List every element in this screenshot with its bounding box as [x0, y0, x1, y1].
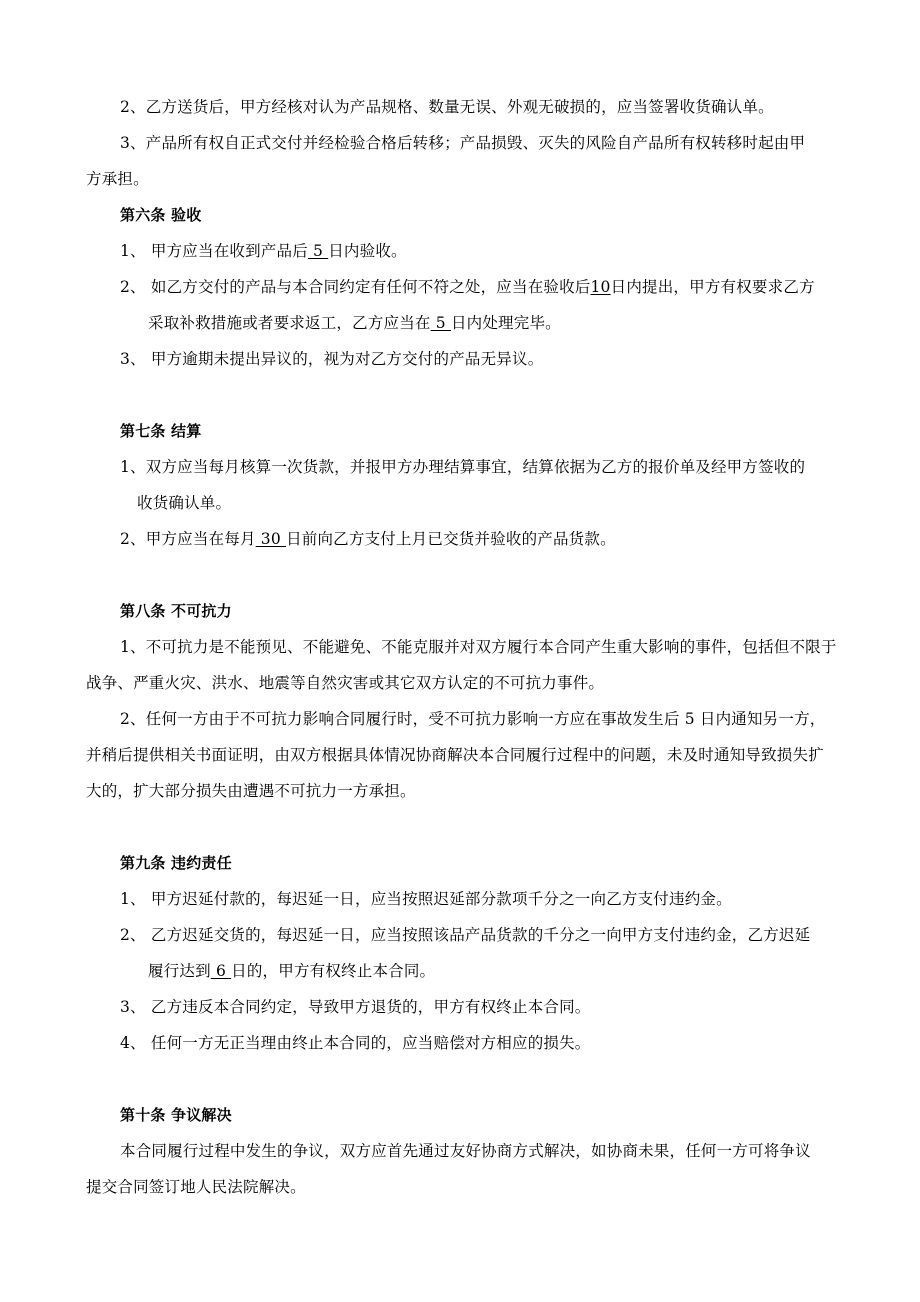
- art9-clause-1: 1、 甲方迟延付款的，每迟延一日，应当按照迟延部分款项千分之一向乙方支付违约金。: [120, 890, 732, 908]
- art6-clause-1-text: 1、 甲方应当在收到产品后: [120, 242, 308, 260]
- art6-clause-2-line-1: [120, 277, 815, 297]
- art6-clause-1-text-end: 日内验收。: [328, 242, 407, 260]
- art5-clause-3-line-2: 方承担。: [86, 170, 149, 188]
- art9-clause-2-line-2-text: 履行达到: [148, 962, 211, 980]
- art10-clause-line-2: 提交合同签订地人民法院解决。: [86, 1178, 306, 1196]
- art6-clause-2-line-2-end: 日内处理完毕。: [450, 314, 561, 332]
- art8-clause-1-line-1: 1、不可抗力是不能预见、不能避免、不能克服并对双方履行本合同产生重大影响的事件，包括但不限于: [120, 638, 837, 656]
- art9-days-delay: 6: [210, 962, 232, 980]
- art7-payment-day: 30: [255, 530, 287, 548]
- art6-clause-2-line-2-text: 采取补救措施或者要求返工，乙方应当在: [148, 314, 431, 332]
- art7-heading: 第七条 结算: [120, 422, 202, 440]
- art9-clause-3: 3、 乙方违反本合同约定，导致甲方退货的，甲方有权终止本合同。: [120, 998, 591, 1016]
- art6-heading: 第六条 验收: [120, 206, 202, 224]
- art6-clause-2-text-end: 日内提出，甲方有权要求乙方: [610, 278, 815, 296]
- art6-clause-2-line-2: [148, 313, 561, 333]
- art7-clause-2-text-end: 日前向乙方支付上月已交货并验收的产品货款。: [286, 530, 616, 548]
- art6-days-inspect: 5: [307, 242, 329, 260]
- art9-clause-2-line-1: 2、 乙方迟延交货的，每迟延一日，应当按照该品产品货款的千分之一向甲方支付违约金，乙方迟延: [120, 926, 811, 944]
- art10-heading: 第十条 争议解决: [120, 1106, 232, 1124]
- art6-clause-3: 3、 甲方逾期未提出异议的，视为对乙方交付的产品无异议。: [120, 350, 544, 368]
- art9-clause-2-line-2: [148, 961, 435, 981]
- art6-days-remedy: 5: [430, 314, 451, 332]
- art6-clause-2-text: 2、 如乙方交付的产品与本合同约定有任何不符之处，应当在验收后: [120, 278, 591, 296]
- art7-clause-1-line-2: 收货确认单。: [137, 494, 232, 512]
- art10-clause-line-1: 本合同履行过程中发生的争议，双方应首先通过友好协商方式解决，如协商未果，任何一方可将争议: [120, 1142, 811, 1160]
- art6-days-object: 10: [590, 278, 611, 296]
- art8-clause-2-line-3: 大的，扩大部分损失由遭遇不可抗力一方承担。: [86, 782, 416, 800]
- art7-clause-2-text: 2、甲方应当在每月: [120, 530, 256, 548]
- art8-clause-2-line-2: 并稍后提供相关书面证明，由双方根据具体情况协商解决本合同履行过程中的问题，未及时通知导致损失扩: [86, 746, 824, 764]
- art8-clause-2-line-1: 2、任何一方由于不可抗力影响合同履行时，受不可抗力影响一方应在事故发生后 5 日内通知另一方，: [120, 710, 826, 728]
- art8-clause-1-line-2: 战争、严重火灾、洪水、地震等自然灾害或其它双方认定的不可抗力事件。: [86, 674, 605, 692]
- art7-clause-1-line-1: 1、双方应当每月核算一次货款，并报甲方办理结算事宜，结算依据为乙方的报价单及经甲方签收的: [120, 458, 806, 476]
- art5-clause-2: 2、乙方送货后，甲方经核对认为产品规格、数量无误、外观无破损的，应当签署收货确认单。: [120, 98, 774, 116]
- art8-heading: 第八条 不可抗力: [120, 602, 232, 620]
- art9-heading: 第九条 违约责任: [120, 854, 232, 872]
- art7-clause-2: [120, 529, 616, 549]
- art6-clause-1: [120, 241, 407, 261]
- art5-clause-3-line-1: 3、产品所有权自正式交付并经检验合格后转移；产品损毁、灭失的风险自产品所有权转移时起由甲: [120, 134, 806, 152]
- art9-clause-4: 4、 任何一方无正当理由终止本合同的，应当赔偿对方相应的损失。: [120, 1034, 591, 1052]
- art9-clause-2-line-2-end: 日的，甲方有权终止本合同。: [231, 962, 436, 980]
